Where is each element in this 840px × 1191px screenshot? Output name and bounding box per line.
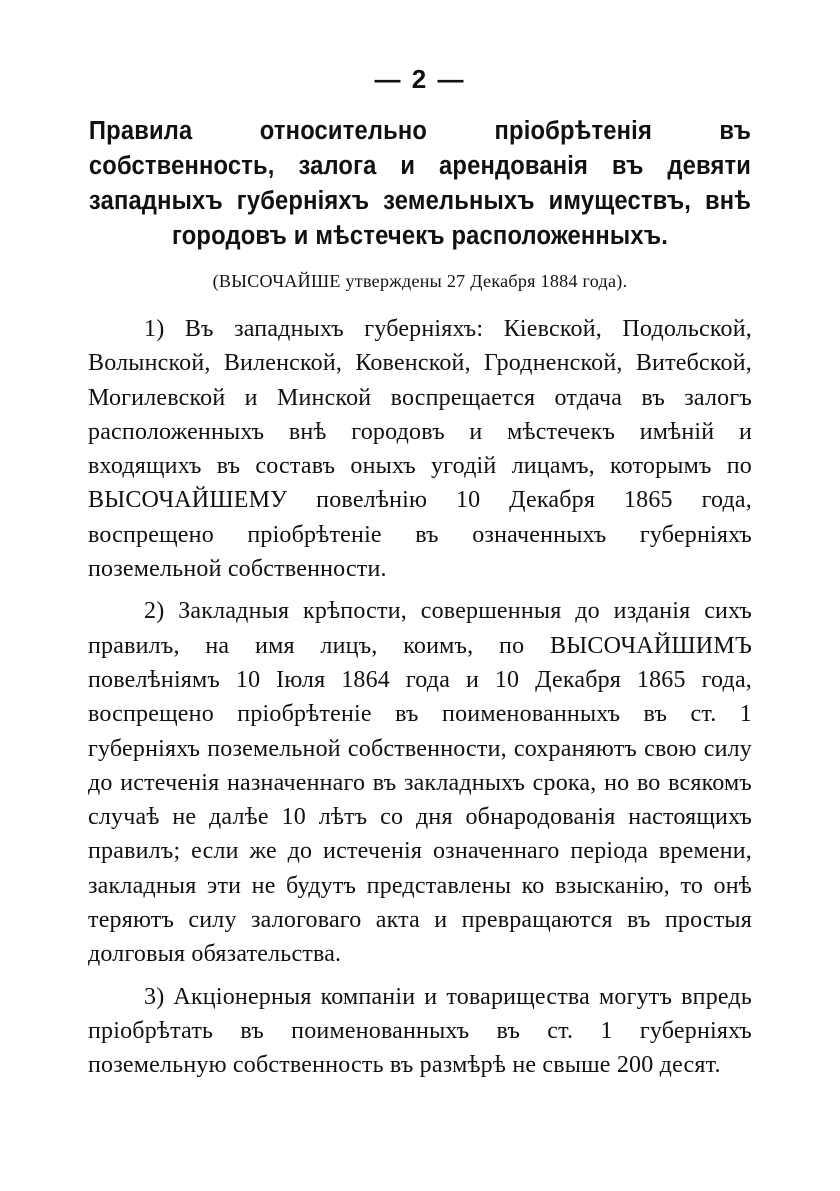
paragraph-1: 1) Въ западныхъ губерніяхъ: Кіевской, Подольской, Волынской, Виленской, Ковенской, Гродненской, Витебской, Могилевской и Минской воспрещается отдача въ залогъ расположенныхъ внѣ городовъ и мѣстечекъ имѣній и входящихъ въ составъ оныхъ угодій лицамъ, которымъ по ВЫСОЧАЙШЕМУ повелѣнію 10 Декабря 1865 года, воспрещено пріобрѣтеніе въ означенныхъ губерніяхъ поземельной собственности. bbox=[88, 316, 752, 583]
document-title: Правила относительно пріобрѣтенія въ собственность, залога и арендованія въ девяти западныхъ губерніяхъ земельныхъ имуществъ, внѣ городовъ и мѣстечекъ расположенныхъ. bbox=[88, 117, 752, 250]
paragraph-3: 3) Акціонерныя компаніи и товарищества могутъ впредь пріобрѣтать въ поименованныхъ въ ст. 1 губерніяхъ поземельную собственность въ размѣрѣ не свыше 200 десят. bbox=[88, 983, 752, 1079]
approval-note: (ВЫСОЧАЙШЕ утверждены 27 Декабря 1884 года). bbox=[212, 271, 628, 291]
document-page bbox=[88, 62, 752, 1091]
paragraph-2: 2) Закладныя крѣпости, совершенныя до изданія сихъ правилъ, на имя лицъ, коимъ, по ВЫСОЧАЙШИМЪ повелѣніямъ 10 Іюля 1864 года и 10 Декабря 1865 года, воспрещено пріобрѣтеніе въ поименованныхъ въ ст. 1 губерніяхъ поземельной собственности, сохраняютъ свою силу до истеченія назначеннаго въ закладныхъ срока, но во всякомъ случаѣ не далѣе 10 лѣтъ со дня обнародованія настоящихъ правилъ; если же до истеченія означеннаго періода времени, закладныя эти не будутъ представлены ко взысканію, то онѣ теряютъ силу залоговаго акта и превращаются въ простыя долговыя обязательства. bbox=[88, 598, 752, 968]
page-number: — 2 — bbox=[374, 64, 466, 94]
